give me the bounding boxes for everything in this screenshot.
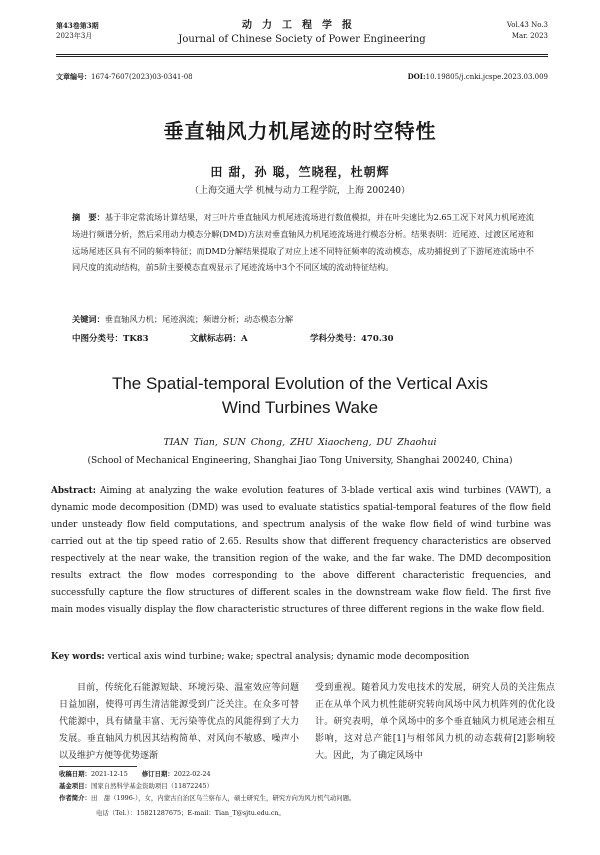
date-en: Mar. 2023 (511, 32, 548, 40)
clc-number (72, 332, 190, 344)
authors-en: TIAN Tian, SUN Chong, ZHU Xiaocheng, DU Zhaohui (163, 437, 437, 448)
doi-value: 10.19805/j.cnki.jcspe.2023.03.009 (425, 73, 548, 81)
title-en-line2: Wind Turbines Wake (221, 398, 379, 417)
footnote-rule (59, 766, 137, 767)
keywords-cn (72, 314, 534, 325)
keywords-en-label: Key words: (51, 652, 105, 662)
header-center (56, 16, 548, 45)
header-rule (56, 54, 548, 57)
document-code (190, 332, 310, 344)
clc-value: TK83 (123, 334, 149, 344)
abstract-en (51, 483, 551, 619)
volume-issue-en: Vol.43 No.3 (506, 21, 548, 29)
footnote-dates (59, 770, 549, 779)
keywords-cn-text: 垂直轴风力机；尾迹涡流；频谱分析；动态模态分解 (104, 314, 294, 324)
journal-name-en: Journal of Chinese Society of Power Engineering (178, 34, 426, 45)
header-right (507, 20, 548, 42)
abstract-en-text: Aiming at analyzing the wake evolution features of 3-blade vertical axis wind turbines (VAWT), a dynamic mode decomposition (DMD) was used to evaluate statistics spatial-temporal features of the flow field under unsteady flow field computations, and spectrum analysis of the wake flow field of wind turbine was carried out at the tip speed ratio of 2.65. Results show that different frequency characteristics are observed respectively at the near wake, the transition region of the wake, and the far wake. The DMD decomposition results extract the flow modes corresponding to the above different characteristic frequencies, and successfully capture the flow structures of different scales in the downstream wake flow field. The first five main modes visually display the flow characteristic structures of three different regions in the wake flow field. (51, 486, 551, 615)
classification-line (72, 332, 534, 344)
received-label: 收稿日期： (59, 770, 91, 778)
doi-label: DOI: (407, 72, 426, 81)
footnote-contact: 电话（Tel.）：15821287675；E-mail：Tian_T@sjtu.edu.cn。 (96, 809, 285, 817)
authors-cn: 田 甜，孙 聪，竺晓程，杜朝辉 (210, 165, 390, 179)
volume-issue-cn: 第43卷第3期 (56, 21, 99, 30)
running-header (56, 14, 548, 54)
date-cn: 2023年3月 (56, 32, 93, 40)
affiliation-cn: （上海交通大学 机械与动力工程学院，上海 200240） (189, 186, 411, 196)
doc-code-value: A (241, 334, 248, 344)
doi (408, 72, 548, 81)
title-en (0, 372, 600, 420)
keywords-en-text: vertical axis wind turbine; wake; spectral analysis; dynamic mode decomposition (104, 652, 470, 662)
abstract-cn (72, 209, 534, 276)
subject-code-label: 学科分类号： (310, 334, 362, 344)
footnote-fund (59, 782, 549, 791)
journal-name-cn: 动力工程学报 (242, 20, 362, 31)
body-column-left: 目前，传统化石能源短缺、环境污染、温室效应等问题日益加剧，使得可再生清洁能源受到广泛关注。在众多可替代能源中，具有储量丰富、无污染等优点的风能得到了大力发展。垂直轴风力机因其结构简单、对风向不敏感、噪声小以及维护方便等优势逐渐 (59, 683, 299, 761)
doc-code-label: 文献标志码： (190, 334, 242, 344)
article-number-value: 1674-7607(2023)03-0341-08 (91, 73, 193, 81)
article-number-label: 文章编号： (56, 72, 91, 81)
abstract-cn-label: 摘 要： (72, 212, 105, 222)
keywords-en (51, 652, 551, 662)
abstract-en-label: Abstract: (51, 486, 96, 496)
fund-label: 基金项目： (59, 782, 91, 790)
revised-date: 2022-02-24 (173, 770, 211, 778)
subject-code-value: 470.30 (361, 334, 394, 344)
keywords-cn-label: 关键词： (72, 314, 105, 324)
received-date: 2021-12-15 (90, 770, 128, 778)
fund-text: 国家自然科学基金资助项目（11872245） (90, 782, 213, 790)
clc-label: 中图分类号： (72, 334, 124, 344)
abstract-cn-text: 基于非定常流场计算结果，对三叶片垂直轴风力机尾迹流场进行数值模拟，并在叶尖速比为2.65工况下对风力机尾迹流场进行频谱分析，然后采用动力模态分解(DMD)方法对垂直轴风力机尾迹流场进行模态分析。结果表明：近尾迹、过渡区尾迹和远场尾迹区具有不同的频率特征；而DMD分解结果提取了对应上述不同特征频率的流动模态，成功捕捉到了下游尾迹流场中不同尺度的流动结构，前5阶主要模态直观显示了尾迹流场中3个不同区域的流动特征结构。 (72, 212, 534, 273)
subject-code (310, 332, 394, 344)
title-cn: 垂直轴风力机尾迹的时空特性 (163, 119, 437, 143)
author-bio-text: 田 甜（1996-），女，内蒙古自治区乌兰察布人，硕士研究生，研究方向为风力机气动问题。 (90, 794, 356, 802)
author-bio-label: 作者简介： (59, 794, 91, 802)
revised-label: 修订日期： (141, 770, 174, 778)
footnote-author (59, 794, 549, 803)
article-number (56, 72, 193, 82)
affiliation-en: (School of Mechanical Engineering, Shanghai Jiao Tong University, Shanghai 200240, China) (87, 456, 513, 466)
title-en-line1: The Spatial-temporal Evolution of the Vertical Axis (111, 374, 489, 393)
body-column-right: 受到重视。随着风力发电技术的发展，研究人员的关注焦点正在从单个风力机性能研究转向风场中风力机阵列的优化设计。研究表明，单个风场中的多个垂直轴风力机尾迹会相互影响，这对总产能[1]与相邻风力机的动态载荷[2]影响较大。因此，为了确定风场中 (315, 683, 555, 761)
